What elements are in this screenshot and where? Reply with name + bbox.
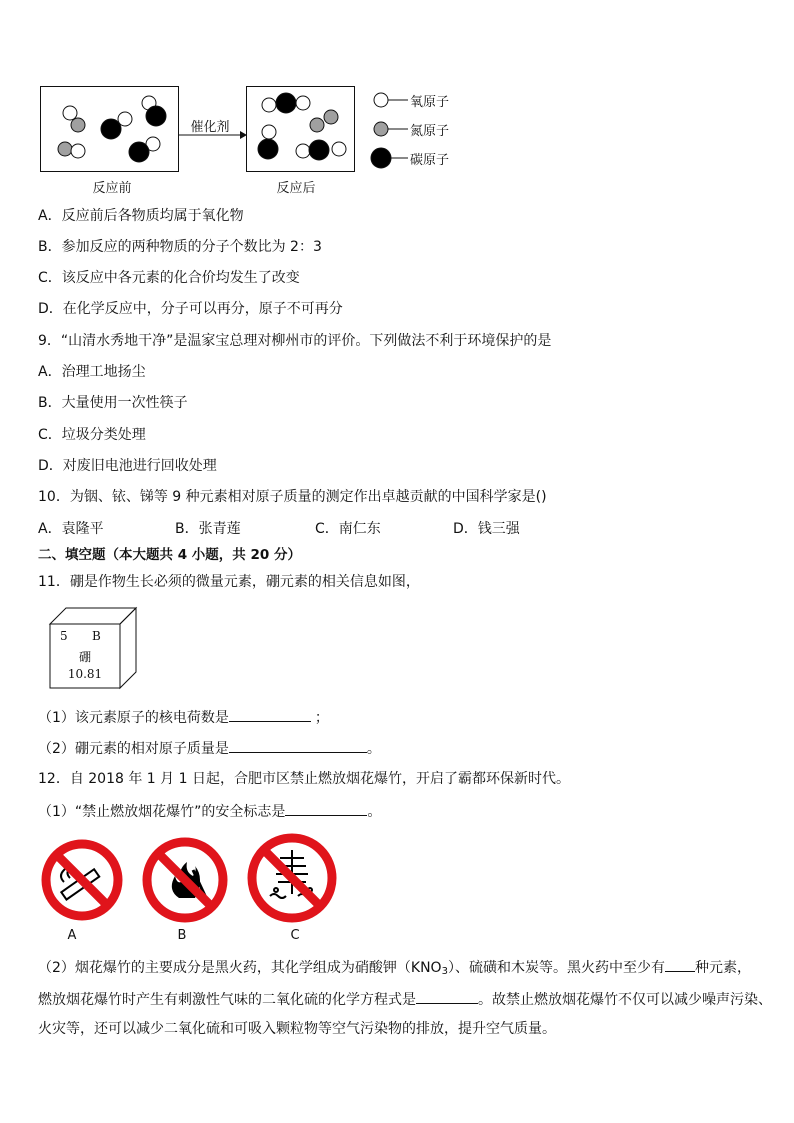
oxygen-atom [63,106,77,120]
before-box [40,86,179,172]
q12-sub1-end: 。 [367,804,382,820]
oxygen-legend-icon [374,93,388,107]
q10-stem: 10．为铟、铱、锑等 9 种元素相对原子质量的测定作出卓越贡献的中国科学家是() [38,489,547,505]
carbon-legend-icon [371,148,391,168]
q11-sub1-text: （1）该元素原子的核电荷数是 [38,710,229,726]
element-name: 硼 [78,650,91,664]
q11-answer-blank-2[interactable] [229,738,367,753]
q12-sub2-line3: 火灾等，还可以减少二氧化硫和可吸入颗粒物等空气污染物的排放，提升空气质量。 [38,1021,556,1037]
carbon-atom [129,142,149,162]
q12-sub2-text-c: 种元素， [694,960,751,976]
carbon-atom [258,139,278,159]
q9-option-c: C．垃圾分类处理 [38,427,146,443]
q10-option-d: D．钱三强 [453,521,520,537]
q11-sub1 [38,707,329,727]
oxygen-atom [332,142,346,156]
nitrogen-atom [324,110,338,124]
q12-sub2-subscript: 3 [441,966,448,977]
q12-sub1-text: （1）“禁止燃放烟花爆竹”的安全标志是 [38,804,286,820]
section-heading: 二、填空题（本大题共 4 小题，共 20 分） [38,547,301,563]
q10-option-b: B．张青莲 [175,521,241,537]
q12-sub2-line2-text-b: 。故禁止燃放烟花爆竹不仅可以减少噪声污染、 [478,992,772,1008]
after-label: 反应后 [276,181,316,196]
element-mass: 10.81 [67,667,103,681]
nitrogen-atom [310,118,324,132]
before-molecules [41,87,178,171]
oxygen-atom [296,96,310,110]
nitrogen-legend-icon [374,122,388,136]
carbon-atom [309,140,329,160]
sign-label-c: C [290,928,300,943]
q9-option-a: A．治理工地扬尘 [38,364,146,380]
oxygen-atom [262,98,276,112]
q12-sub2-line1 [38,957,751,981]
q10-option-c: C．南仁东 [315,521,381,537]
no-fireworks-sign-icon[interactable] [246,832,338,924]
legend-nitrogen: 氮原子 [410,124,450,139]
q11-sub2-end: 。 [366,741,381,757]
legend-carbon: 碳原子 [410,153,450,168]
element-number: 5 [60,629,68,643]
oxygen-atom [296,144,310,158]
q9-option-d: D．对废旧电池进行回收处理 [38,458,217,474]
q12-sub2-line2-text-a: 燃放烟花爆竹时产生有刺激性气味的二氧化硫的化学方程式是 [38,992,416,1008]
q12-sub1 [38,801,381,821]
q8-option-a: A．反应前后各物质均属于氧化物 [38,208,244,224]
q12-answer-blank-2[interactable] [665,957,695,972]
q11-answer-blank-1[interactable] [229,707,311,722]
no-open-flame-sign-icon[interactable] [141,836,229,924]
sign-label-b: B [177,928,187,943]
sign-label-a: A [67,928,77,943]
no-smoking-sign-icon[interactable] [40,838,124,922]
element-cube [48,604,138,690]
nitrogen-atom [71,118,85,132]
q11-sub2 [38,738,381,758]
q12-sub2-text-b: ）、硫磺和木炭等。黑火药中至少有 [447,960,665,976]
nitrogen-atom [58,142,72,156]
q12-answer-blank-1[interactable] [285,801,367,816]
legend-oxygen: 氧原子 [410,95,450,110]
after-box [246,86,355,172]
legend-symbols [366,88,410,172]
q11-sub1-end: ； [314,710,329,726]
q12-sub2-line2 [38,989,772,1009]
q9-stem: 9．“山清水秀地干净”是温家宝总理对柳州市的评价。下列做法不利于环境保护的是 [38,333,552,349]
carbon-atom [276,93,296,113]
element-symbol: B [92,629,101,643]
oxygen-atom [262,125,276,139]
catalyst-label: 催化剂 [190,120,230,135]
q12-stem: 12．自 2018 年 1 月 1 日起，合肥市区禁止燃放烟花爆竹，开启了霸都环保新时代。 [38,771,570,787]
q12-answer-blank-3[interactable] [416,989,478,1004]
carbon-atom [101,119,121,139]
before-label: 反应前 [92,181,132,196]
after-molecules [247,87,354,171]
q9-option-b: B．大量使用一次性筷子 [38,395,188,411]
q11-sub2-text: （2）硼元素的相对原子质量是 [38,741,229,757]
carbon-atom [146,106,166,126]
q12-sub2-text-a: （2）烟花爆竹的主要成分是黑火药，其化学组成为硝酸钾（KNO [38,960,442,976]
q8-option-b: B．参加反应的两种物质的分子个数比为 2：3 [38,239,322,255]
q11-stem: 11．硼是作物生长必须的微量元素，硼元素的相关信息如图， [38,574,420,590]
oxygen-atom [71,144,85,158]
q8-option-d: D．在化学反应中，分子可以再分，原子不可再分 [38,301,343,317]
q10-option-a: A．袁隆平 [38,521,104,537]
oxygen-atom [118,112,132,126]
q8-option-c: C．该反应中各元素的化合价均发生了改变 [38,270,300,286]
